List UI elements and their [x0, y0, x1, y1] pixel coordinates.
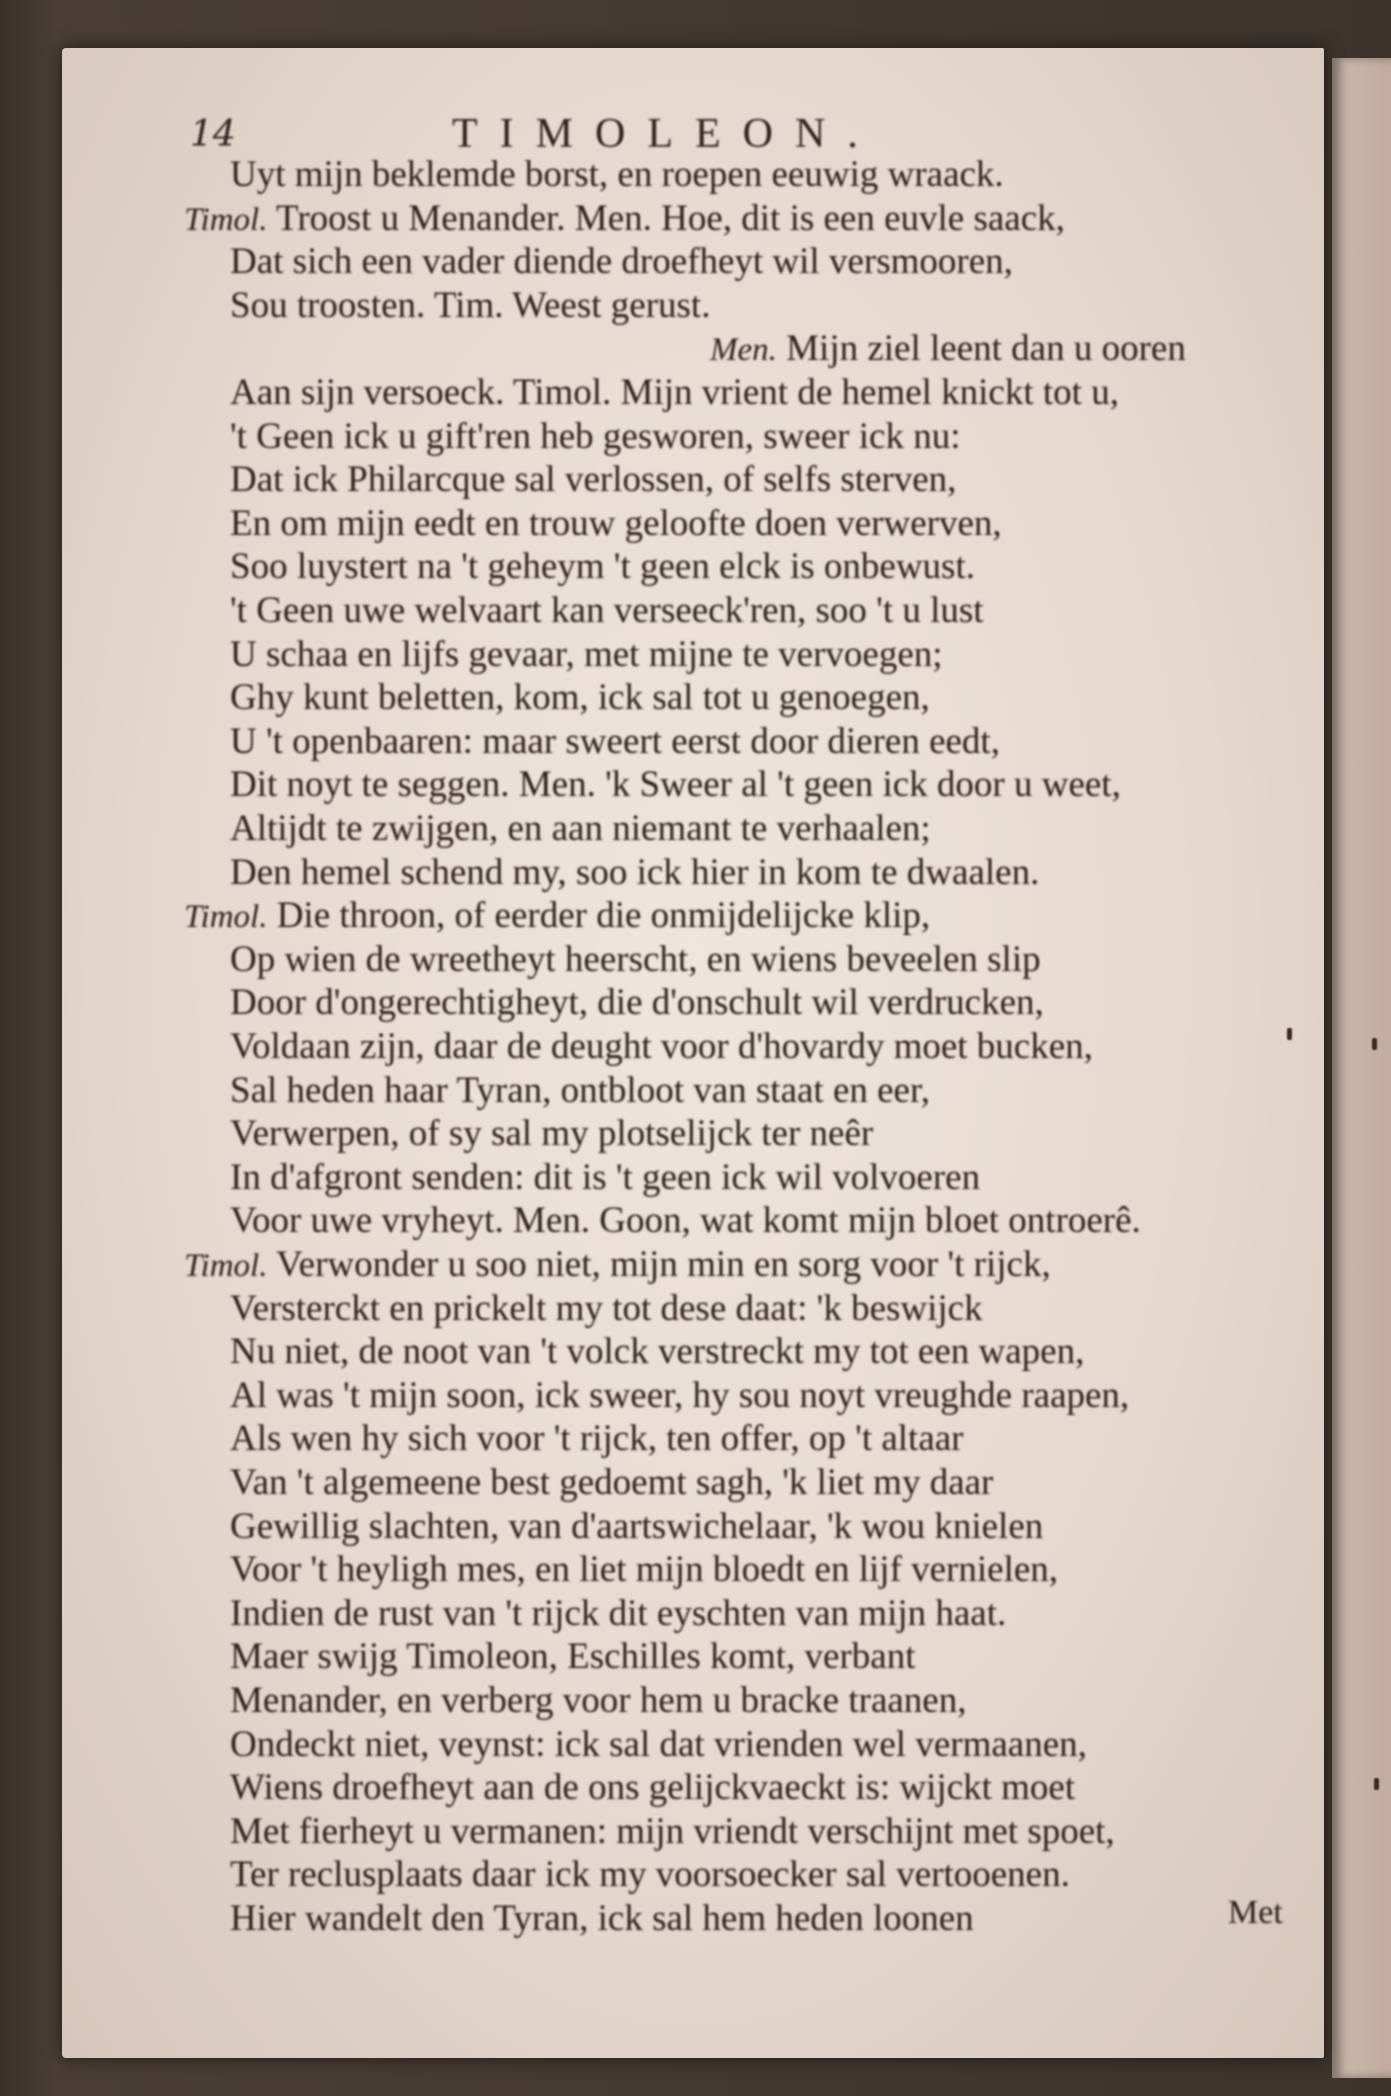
verse-line	[184, 894, 930, 939]
verse-text: Versterckt en prickelt my tot dese daat: 'k beswijck	[230, 1287, 983, 1329]
verse-text: Ter reclusplaats daar ick my voorsoecker sal vertooenen.	[230, 1854, 1070, 1896]
verse-text: Van 't algemeene best gedoemt sagh, 'k liet my daar	[230, 1462, 994, 1503]
verse-text: Ondeckt niet, veynst: ick sal dat vrienden wel vermaanen,	[230, 1723, 1087, 1765]
verse-line	[230, 807, 931, 851]
verse-line	[230, 676, 930, 720]
verse-line	[230, 1330, 1084, 1374]
verse-text: Den hemel schend my, soo ick hier in kom te dwaalen.	[230, 851, 1040, 893]
verse-text: Altijdt te zwijgen, en aan niemant te verhaalen;	[230, 808, 931, 849]
verse-text: Nu niet, de noot van 't volck verstreckt my tot een wapen,	[230, 1331, 1085, 1373]
verse-text: Mijn ziel leent dan u ooren	[786, 328, 1186, 370]
verse-text: Al was 't mijn soon, ick sweer, hy sou noyt vreughde raapen,	[230, 1374, 1130, 1416]
verse-line	[230, 415, 960, 459]
running-title: TIMOLEON.	[452, 111, 880, 157]
verse-line	[230, 458, 956, 502]
facing-page-edge	[1332, 58, 1391, 2078]
verse-text: Als wen hy sich voor 't rijck, ten offer, op 't altaar	[230, 1418, 964, 1460]
verse-line	[230, 1374, 1129, 1418]
book-page	[62, 48, 1324, 2058]
verse-text: En om mijn eedt en trouw geloofte doen verwerven,	[230, 502, 1002, 544]
verse-text: U schaa en lijfs gevaar, met mijne te vervoegen;	[230, 633, 943, 675]
verse-text: Dit noyt te seggen. Men. 'k Sweer al 't geen ick door u weet,	[230, 764, 1121, 806]
verse-text: Ghy kunt beletten, kom, ick sal tot u genoegen,	[230, 677, 930, 719]
verse-line	[230, 1505, 1043, 1549]
verse-line	[230, 1679, 966, 1723]
verse-line	[230, 1112, 873, 1156]
verse-line	[230, 1766, 1075, 1810]
verse-text: Soo luystert na 't geheym 't geen elck is onbewust.	[230, 546, 975, 588]
verse-text: Voor 't heyligh mes, en liet mijn bloedt en lijf vernielen,	[230, 1549, 1059, 1591]
speaker-label: Men.	[710, 332, 777, 369]
verse-line	[230, 1199, 1141, 1243]
verse-line	[230, 545, 975, 589]
verse-line	[184, 1243, 1051, 1288]
verse-line	[230, 1069, 930, 1113]
verse-line	[230, 633, 943, 677]
verse-text: Voldaan zijn, daar de deught voor d'hovardy moet bucken,	[230, 1026, 1093, 1067]
verse-text: Uyt mijn beklemde borst, en roepen eeuwig wraack.	[230, 154, 1004, 195]
verse-line	[230, 1156, 980, 1200]
verse-line	[230, 1417, 964, 1461]
verse-text: Menander, en verberg voor hem u bracke traanen,	[230, 1680, 967, 1721]
ink-mark	[1372, 1038, 1377, 1050]
ink-mark	[1374, 1778, 1379, 1790]
verse-line	[230, 1897, 974, 1941]
verse-line	[230, 1635, 915, 1679]
verse-text: Aan sijn versoeck. Timol. Mijn vrient de hemel knickt tot u,	[230, 372, 1119, 413]
verse-line	[184, 197, 1065, 242]
verse-text: Sou troosten. Tim. Weest gerust.	[230, 284, 711, 326]
verse-text: Troost u Menander. Men. Hoe, dit is een euvle saack,	[276, 197, 1065, 239]
verse-line	[230, 589, 984, 633]
verse-text: Gewillig slachten, van d'aartswichelaar, 'k wou knielen	[230, 1505, 1044, 1547]
verse-text: In d'afgront senden: dit is 't geen ick wil volvoeren	[230, 1156, 981, 1198]
verse-line	[230, 1287, 983, 1331]
page-number: 14	[190, 114, 236, 155]
speaker-label: Timol.	[184, 899, 268, 936]
verse-line	[230, 1592, 1006, 1636]
verse-text: Verwerpen, of sy sal my plotselijck ter neêr	[230, 1113, 874, 1155]
verse-line	[230, 1461, 993, 1505]
verse-text: Hier wandelt den Tyran, ick sal hem heden loonen	[230, 1898, 974, 1939]
verse-line	[230, 502, 1002, 546]
catchword: Met	[1228, 1894, 1283, 1931]
verse-text: Dat ick Philarcque sal verlossen, of selfs sterven,	[230, 459, 957, 501]
verse-text: Op wien de wreetheyt heerscht, en wiens beveelen slip	[230, 938, 1041, 980]
verse-line	[230, 1723, 1087, 1767]
verse-line	[230, 153, 1004, 197]
verse-line	[230, 1548, 1058, 1592]
verse-line	[230, 371, 1119, 415]
verse-line	[230, 720, 1000, 764]
verse-text: Dat sich een vader diende droefheyt wil versmooren,	[230, 241, 1013, 283]
verse-line	[230, 284, 710, 328]
verse-text: Met fierheyt u vermanen: mijn vriendt verschijnt met spoet,	[230, 1810, 1115, 1852]
verse-line	[230, 851, 1039, 895]
verse-text: Wiens droefheyt aan de ons gelijckvaeckt is: wijckt moet	[230, 1767, 1076, 1809]
verse-text: 't Geen uwe welvaart kan verseeck'ren, soo 't u lust	[230, 590, 984, 631]
verse-text: Sal heden haar Tyran, ontbloot van staat en eer,	[230, 1069, 931, 1111]
verse-text: Maer swijg Timoleon, Eschilles komt, verbant	[230, 1636, 916, 1678]
speaker-label: Timol.	[184, 201, 268, 238]
verse-text: U 't openbaaren: maar sweert eerst door dieren eedt,	[230, 720, 1000, 762]
verse-text: Door d'ongerechtigheyt, die d'onschult wil verdrucken,	[230, 982, 1044, 1024]
verse-line	[230, 938, 1041, 982]
verse-line	[230, 1853, 1070, 1897]
verse-text: Voor uwe vryheyt. Men. Goon, wat komt mijn bloet ontroerê.	[230, 1200, 1141, 1242]
verse-line	[230, 1025, 1093, 1069]
speaker-label: Timol.	[184, 1248, 268, 1284]
verse-line	[710, 327, 1186, 372]
verse-line	[230, 240, 1013, 284]
verse-line	[230, 763, 1121, 807]
verse-text: Die throon, of eerder die onmijdelijcke klip,	[276, 895, 931, 937]
verse-line	[230, 1810, 1115, 1854]
page-text	[62, 48, 1324, 2058]
verse-line	[230, 981, 1044, 1025]
verse-text: Verwonder u soo niet, mijn min en sorg voor 't rijck,	[276, 1244, 1051, 1285]
verse-text: 't Geen ick u gift'ren heb gesworen, sweer ick nu:	[230, 415, 961, 457]
verse-text: Indien de rust van 't rijck dit eyschten van mijn haat.	[230, 1592, 1007, 1634]
